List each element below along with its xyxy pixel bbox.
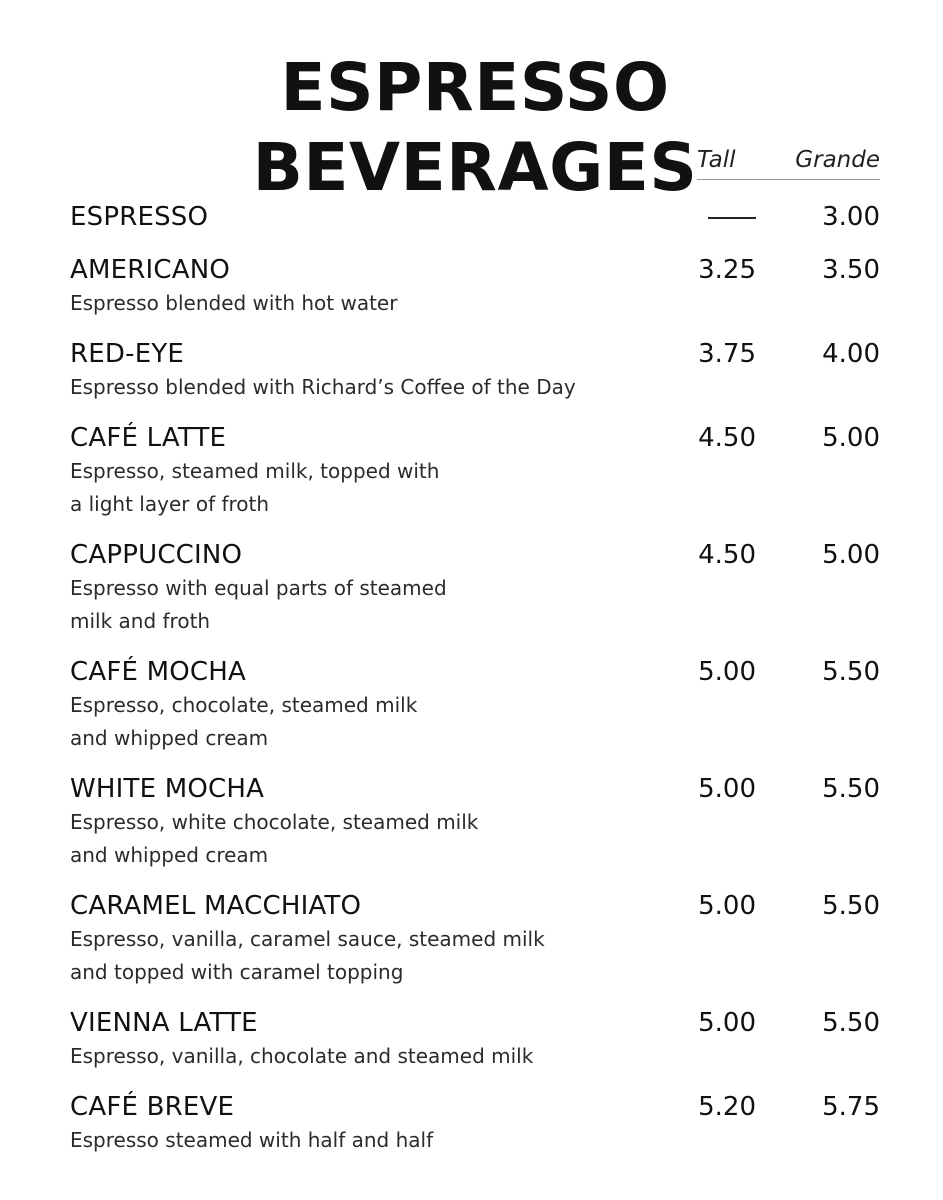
item-name: CAFÉ LATTE bbox=[70, 423, 227, 453]
item-name: WHITE MOCHA bbox=[70, 774, 265, 804]
item-name: CAFÉ MOCHA bbox=[70, 657, 246, 687]
menu-item-cafe-latte bbox=[70, 421, 880, 521]
menu-item-red-eye bbox=[70, 337, 880, 404]
item-name: CAFÉ BREVE bbox=[70, 1092, 235, 1122]
menu-item-white-mocha bbox=[70, 772, 880, 872]
column-header-tall: Tall bbox=[697, 147, 736, 173]
item-price-tall: 4.50 bbox=[698, 423, 756, 453]
item-price-tall: 5.00 bbox=[698, 1008, 756, 1038]
item-description-line-2: and topped with caramel topping bbox=[70, 960, 404, 984]
item-price-grande: 4.00 bbox=[822, 339, 880, 369]
item-price-tall: 5.20 bbox=[698, 1092, 756, 1122]
item-name: ESPRESSO bbox=[70, 202, 209, 232]
item-price-grande: 5.50 bbox=[822, 657, 880, 687]
item-price-tall: 5.00 bbox=[698, 774, 756, 804]
column-header-grande: Grande bbox=[795, 147, 880, 173]
item-description: Espresso blended with hot water bbox=[70, 291, 398, 315]
menu-item-espresso bbox=[70, 200, 880, 236]
item-description-line-2: milk and froth bbox=[70, 609, 211, 633]
menu-item-cafe-mocha bbox=[70, 655, 880, 755]
menu-item-americano bbox=[70, 253, 880, 320]
dash-icon bbox=[708, 217, 756, 219]
item-description-line-1: Espresso, chocolate, steamed milk bbox=[70, 693, 418, 717]
item-name: CARAMEL MACCHIATO bbox=[70, 891, 362, 921]
item-description-line-2: and whipped cream bbox=[70, 726, 269, 750]
item-description-line-1: Espresso, steamed milk, topped with bbox=[70, 459, 440, 483]
item-price-tall: 5.00 bbox=[698, 657, 756, 687]
item-price-grande: 5.00 bbox=[822, 423, 880, 453]
menu-items-list bbox=[70, 200, 880, 1174]
menu-item-vienna-latte bbox=[70, 1006, 880, 1073]
item-price-tall: 3.25 bbox=[698, 255, 756, 285]
item-price-tall: 4.50 bbox=[698, 540, 756, 570]
item-price-grande: 5.75 bbox=[822, 1092, 880, 1122]
item-price-tall: 3.75 bbox=[698, 339, 756, 369]
item-price-grande: 5.50 bbox=[822, 1008, 880, 1038]
item-description-line-1: Espresso, white chocolate, steamed milk bbox=[70, 810, 479, 834]
item-description-line-1: Espresso with equal parts of steamed bbox=[70, 576, 447, 600]
item-price-tall-unavailable bbox=[680, 200, 756, 234]
item-price-grande: 3.50 bbox=[822, 255, 880, 285]
item-price-grande: 5.50 bbox=[822, 891, 880, 921]
item-name: RED-EYE bbox=[70, 339, 185, 369]
menu-title: ESPRESSO BEVERAGES bbox=[252, 49, 698, 206]
item-name: CAPPUCCINO bbox=[70, 540, 243, 570]
menu-item-cafe-breve bbox=[70, 1090, 880, 1157]
item-name: VIENNA LATTE bbox=[70, 1008, 258, 1038]
item-description: Espresso, vanilla, chocolate and steamed milk bbox=[70, 1044, 534, 1068]
item-price-tall: 5.00 bbox=[698, 891, 756, 921]
item-price-grande: 5.00 bbox=[822, 540, 880, 570]
item-description: Espresso blended with Richard’s Coffee of the Day bbox=[70, 375, 576, 399]
item-description-line-1: Espresso, vanilla, caramel sauce, steamed milk bbox=[70, 927, 545, 951]
item-price-grande: 5.50 bbox=[822, 774, 880, 804]
menu-item-cappuccino bbox=[70, 538, 880, 638]
header-divider bbox=[697, 179, 880, 180]
item-description-line-2: and whipped cream bbox=[70, 843, 269, 867]
item-price-grande: 3.00 bbox=[822, 202, 880, 232]
item-description-line-2: a light layer of froth bbox=[70, 492, 270, 516]
menu-item-caramel-macchiato bbox=[70, 889, 880, 989]
item-name: AMERICANO bbox=[70, 255, 231, 285]
item-description: Espresso steamed with half and half bbox=[70, 1128, 434, 1152]
